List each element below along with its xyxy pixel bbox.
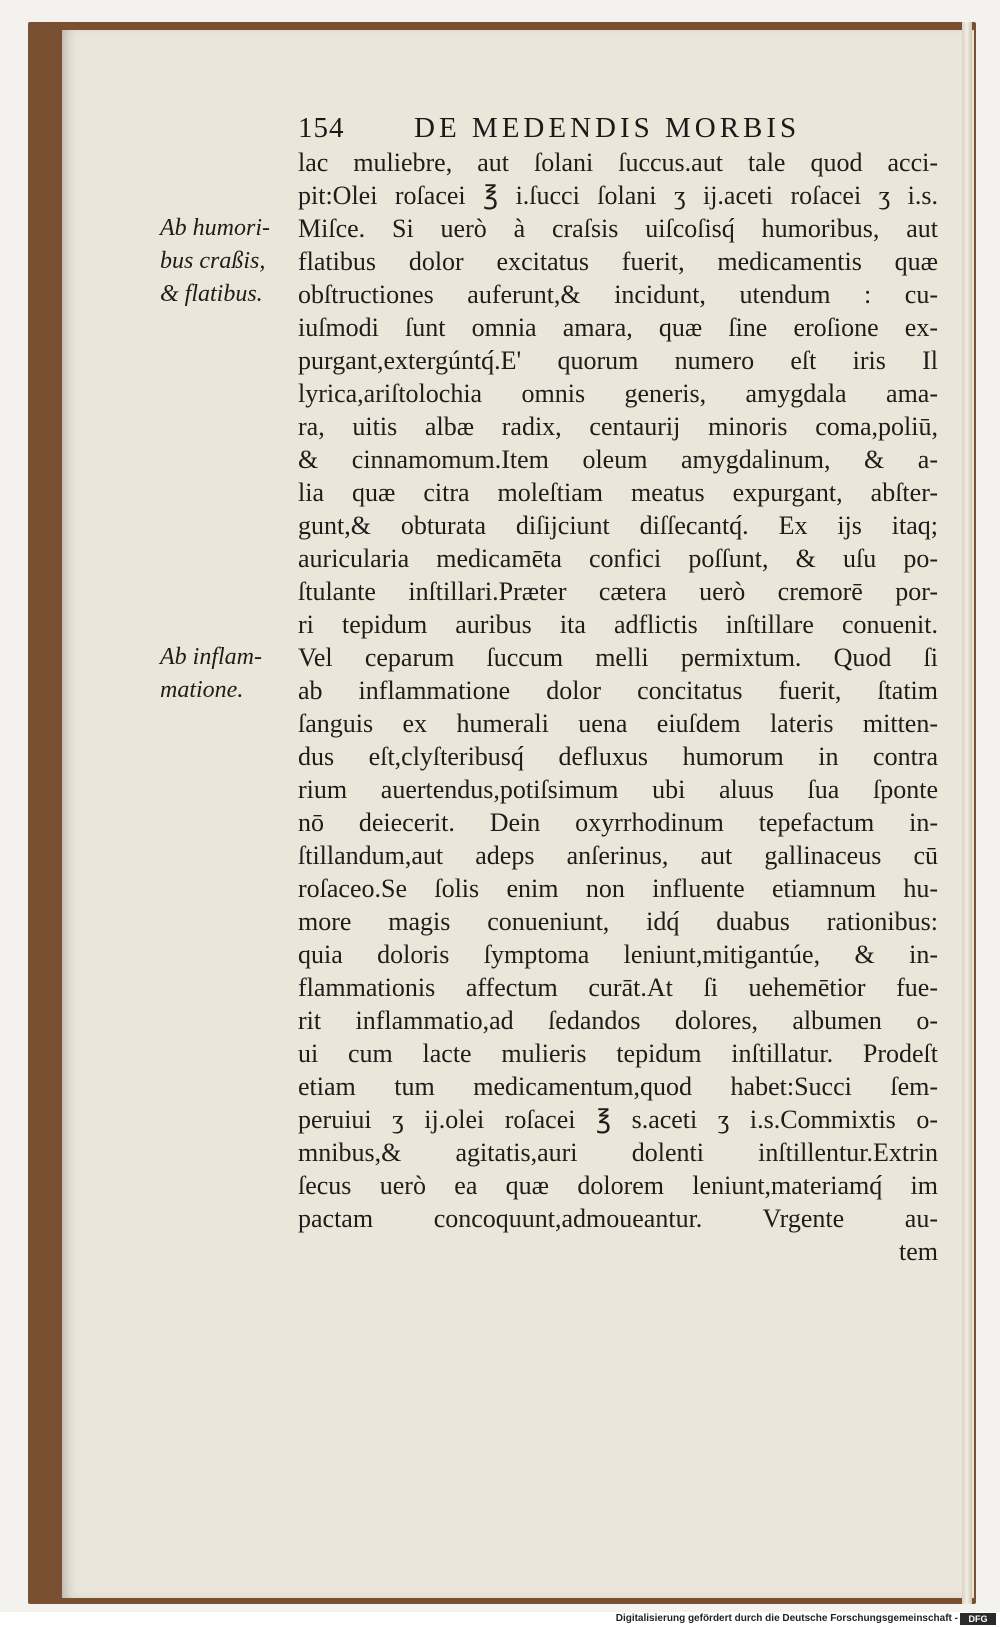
- catchword: tem: [899, 1237, 938, 1266]
- text-line: pactam concoquunt,admoueantur. Vrgente au-: [298, 1204, 938, 1233]
- text-line: ra, uitis albæ radix, centaurij minoris coma,poliū,: [298, 412, 938, 441]
- text-line: ui cum lacte mulieris tepidum inſtillatur. Prodeſt: [298, 1039, 938, 1068]
- margin-note-line: matione.: [160, 677, 244, 703]
- text-line: rium auertendus,potiſsimum ubi aluus ſua ſponte: [298, 775, 938, 804]
- text-line: iuſmodi ſunt omnia amara, quæ ſine eroſione ex-: [298, 313, 938, 342]
- text-line: auricularia medicamēta confici poſſunt, & uſu po-: [298, 544, 938, 573]
- text-line: ſecus uerò ea quæ dolorem leniunt,materiamq́ im: [298, 1171, 938, 1200]
- body-text: [298, 146, 938, 1268]
- text-line: ſanguis ex humerali uena eiuſdem lateris mitten-: [298, 709, 938, 738]
- page-number: 154: [298, 112, 345, 144]
- running-title: DE MEDENDIS MORBIS: [414, 112, 801, 144]
- text-line: nō deiecerit. Dein oxyrrhodinum tepefactum in-: [298, 808, 938, 837]
- text-line: ab inflammatione dolor concitatus fuerit, ſtatim: [298, 676, 938, 705]
- margin-note-line: bus craßis,: [160, 248, 266, 274]
- dfg-logo: DFG: [960, 1613, 996, 1625]
- text-line: flatibus dolor excitatus fuerit, medicamentis quæ: [298, 247, 938, 276]
- text-line: ri tepidum auribus ita adflictis inſtillare conuenit.: [298, 610, 938, 639]
- funding-credit: Digitalisierung gefördert durch die Deutsche Forschungsgemeinschaft -: [615, 1613, 958, 1624]
- margin-note-line: Ab inflam-: [160, 644, 262, 670]
- text-line: gunt,& obturata diſijciunt diſſecantq́. Ex ijs itaq;: [298, 511, 938, 540]
- text-line: & cinnamomum.Item oleum amygdalinum, & a-: [298, 445, 938, 474]
- text-line: rit inflammatio,ad ſedandos dolores, albumen o-: [298, 1006, 938, 1035]
- text-line: ſtillandum,aut adeps anſerinus, aut gallinaceus cū: [298, 841, 938, 870]
- text-line: lyrica,ariſtolochia omnis generis, amygdala ama-: [298, 379, 938, 408]
- margin-note-inflammation: [160, 641, 295, 707]
- text-line: more magis conueniunt, idq́ duabus rationibus:: [298, 907, 938, 936]
- text-line: Vel ceparum ſuccum melli permixtum. Quod ſi: [298, 643, 938, 672]
- text-line: flammationis affectum curāt.At ſi uehemētior fue-: [298, 973, 938, 1002]
- text-line: etiam tum medicamentum,quod habet:Succi ſem-: [298, 1072, 938, 1101]
- margin-note-line: Ab humori-: [160, 215, 270, 241]
- text-line: Miſce. Si uerò à craſsis uiſcoſisq́ humoribus, aut: [298, 214, 938, 243]
- text-line: purgant,extergúntq́.E' quorum numero eſt iris Il: [298, 346, 938, 375]
- text-line: dus eſt,clyſteribusq́ defluxus humorum in contra: [298, 742, 938, 771]
- text-line: quia doloris ſymptoma leniunt,mitigantúe, & in-: [298, 940, 938, 969]
- text-line: ſtulante inſtillari.Præter cætera uerò cremorē por-: [298, 577, 938, 606]
- page-edge: [962, 22, 972, 1604]
- margin-note-line: & flatibus.: [160, 281, 263, 307]
- text-line: roſaceo.Se ſolis enim non influente etiamnum hu-: [298, 874, 938, 903]
- text-line: pit:Olei roſacei ℥ i.ſucci ſolani ʒ ij.aceti roſacei ʒ i.s.: [298, 181, 938, 210]
- margin-note-humors: [160, 212, 295, 311]
- footer-bar: [0, 1612, 1000, 1627]
- page-header: [298, 112, 938, 148]
- text-line: peruiui ʒ ij.olei roſacei ℥ s.aceti ʒ i.s.Commixtis o-: [298, 1105, 938, 1134]
- text-line: lac muliebre, aut ſolani ſuccus.aut tale quod acci-: [298, 148, 938, 177]
- text-line: mnibus,& agitatis,auri dolenti inſtillentur.Extrin: [298, 1138, 938, 1167]
- text-line: lia quæ citra moleſtiam meatus expurgant, abſter-: [298, 478, 938, 507]
- text-line: obſtructiones auferunt,& incidunt, utendum : cu-: [298, 280, 938, 309]
